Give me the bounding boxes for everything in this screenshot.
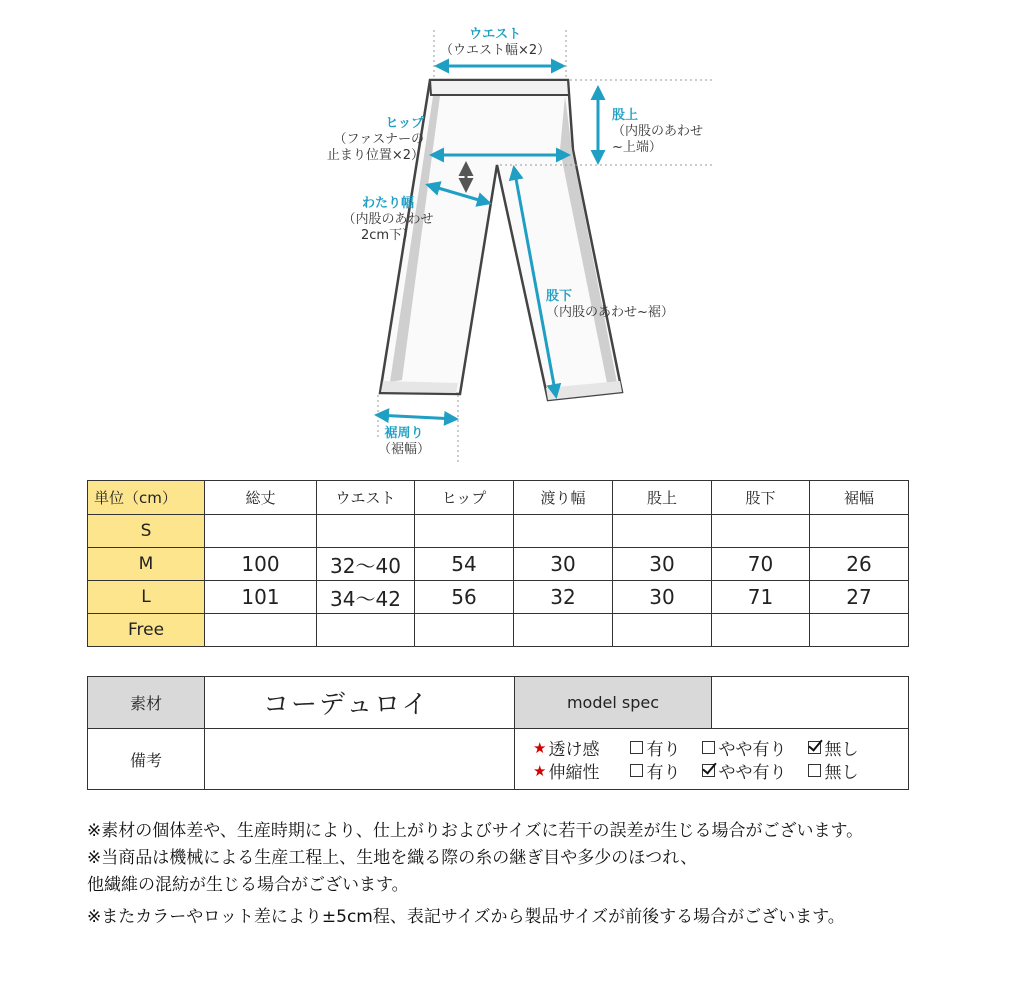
table-cell: 26	[810, 548, 909, 581]
size-label: Free	[88, 614, 205, 647]
star-icon: ★	[533, 738, 547, 757]
table-cell: 34〜42	[317, 581, 415, 614]
table-cell: 56	[415, 581, 514, 614]
waist-sub: （ウエスト幅×2）	[440, 43, 551, 58]
option-none[interactable]	[808, 758, 858, 783]
hip-sub1: （ファスナーの	[333, 132, 424, 147]
table-row	[88, 614, 909, 647]
pants-illustration	[0, 0, 1024, 470]
table-cell: 32	[514, 581, 613, 614]
header-total-length: 総丈	[205, 481, 317, 515]
option-somewhat[interactable]	[702, 758, 786, 783]
table-cell: 27	[810, 581, 909, 614]
inseam-title: 股下	[546, 289, 573, 304]
remarks-cell	[515, 729, 909, 790]
rise-label	[612, 108, 703, 156]
remark-stretch	[533, 759, 908, 782]
checkbox-icon[interactable]	[702, 741, 715, 754]
option-label: 有り	[646, 740, 681, 760]
size-label: S	[88, 515, 205, 548]
table-cell	[514, 515, 613, 548]
remark-name: 伸縮性	[548, 763, 600, 783]
size-table-header	[88, 481, 909, 515]
table-cell	[317, 614, 415, 647]
note-line: 他繊維の混紡が生じる場合がございます。	[87, 875, 409, 895]
header-hem: 裾幅	[810, 481, 909, 515]
table-cell: 30	[613, 581, 712, 614]
thigh-label	[338, 196, 438, 244]
remark-transparency	[533, 736, 908, 759]
remarks-empty	[205, 729, 515, 790]
table-cell: 100	[205, 548, 317, 581]
material-table	[87, 676, 909, 790]
size-label: L	[88, 581, 205, 614]
note-line: ※またカラーやロット差により±5cm程、表記サイズから製品サイズが前後する場合がございます。	[87, 907, 845, 927]
option-label: 有り	[646, 763, 681, 783]
model-spec-value	[712, 677, 909, 729]
measurement-diagram	[0, 0, 1024, 470]
table-cell: 71	[712, 581, 810, 614]
hip-sub2: 止まり位置×2）	[326, 148, 424, 163]
rise-sub1: （内股のあわせ	[612, 124, 704, 139]
hip-title: ヒップ	[385, 116, 424, 131]
option-somewhat[interactable]	[702, 735, 786, 760]
table-cell	[514, 614, 613, 647]
table-cell	[810, 515, 909, 548]
checkbox-checked-icon[interactable]	[702, 764, 715, 777]
table-cell	[317, 515, 415, 548]
table-cell	[712, 614, 810, 647]
unit-label: 単位（cm）	[88, 481, 205, 515]
table-cell: 30	[613, 548, 712, 581]
waist-title: ウエスト	[469, 27, 522, 42]
remarks-label: 備考	[88, 729, 205, 790]
checkbox-checked-icon[interactable]	[808, 741, 821, 754]
rise-title: 股上	[612, 108, 639, 123]
option-label: やや有り	[718, 763, 787, 783]
table-cell: 30	[514, 548, 613, 581]
header-hip: ヒップ	[415, 481, 514, 515]
checkbox-icon[interactable]	[630, 741, 643, 754]
table-row	[88, 515, 909, 548]
checkbox-icon[interactable]	[630, 764, 643, 777]
option-label: 無し	[824, 763, 859, 783]
star-icon: ★	[533, 761, 547, 780]
option-label: やや有り	[718, 740, 787, 760]
table-row	[88, 581, 909, 614]
size-label: M	[88, 548, 205, 581]
inseam-label	[546, 289, 674, 321]
hem-sub: （裾幅）	[378, 442, 431, 457]
note-line: ※当商品は機械による生産工程上、生地を織る際の糸の継ぎ目や多少のほつれ、	[87, 848, 698, 868]
material-value: コーデュロイ	[205, 677, 515, 729]
header-inseam: 股下	[712, 481, 810, 515]
table-cell	[712, 515, 810, 548]
table-cell	[205, 614, 317, 647]
hip-label	[320, 116, 424, 164]
thigh-title: わたり幅	[361, 196, 414, 211]
header-rise: 股上	[613, 481, 712, 515]
table-row	[88, 548, 909, 581]
hem-title: 裾周り	[384, 426, 424, 441]
table-cell: 54	[415, 548, 514, 581]
table-cell	[205, 515, 317, 548]
table-cell	[810, 614, 909, 647]
table-cell	[415, 614, 514, 647]
checkbox-icon[interactable]	[808, 764, 821, 777]
rise-sub2: ~上端）	[612, 140, 662, 155]
size-table	[87, 480, 909, 647]
option-yes[interactable]	[630, 735, 680, 760]
option-yes[interactable]	[630, 758, 680, 783]
hem-label	[378, 426, 430, 458]
table-cell: 70	[712, 548, 810, 581]
inseam-sub: （内股のあわせ~裾）	[546, 305, 674, 320]
header-thigh: 渡り幅	[514, 481, 613, 515]
material-label: 素材	[88, 677, 205, 729]
table-cell	[613, 515, 712, 548]
remark-name: 透け感	[548, 740, 600, 760]
material-row	[88, 677, 909, 729]
notes	[87, 818, 863, 931]
table-cell: 101	[205, 581, 317, 614]
option-label: 無し	[824, 740, 859, 760]
thigh-sub1: （内股のあわせ	[342, 212, 434, 227]
header-waist: ウエスト	[317, 481, 415, 515]
note-line: ※素材の個体差や、生産時期により、仕上がりおよびサイズに若干の誤差が生じる場合がございます。	[87, 821, 864, 841]
table-cell: 32〜40	[317, 548, 415, 581]
option-none[interactable]	[808, 735, 858, 760]
waist-label	[440, 27, 550, 59]
table-cell	[415, 515, 514, 548]
model-spec-label: model spec	[515, 677, 712, 729]
thigh-sub2: 2cm下）	[360, 228, 416, 243]
remarks-row	[88, 729, 909, 790]
table-cell	[613, 614, 712, 647]
